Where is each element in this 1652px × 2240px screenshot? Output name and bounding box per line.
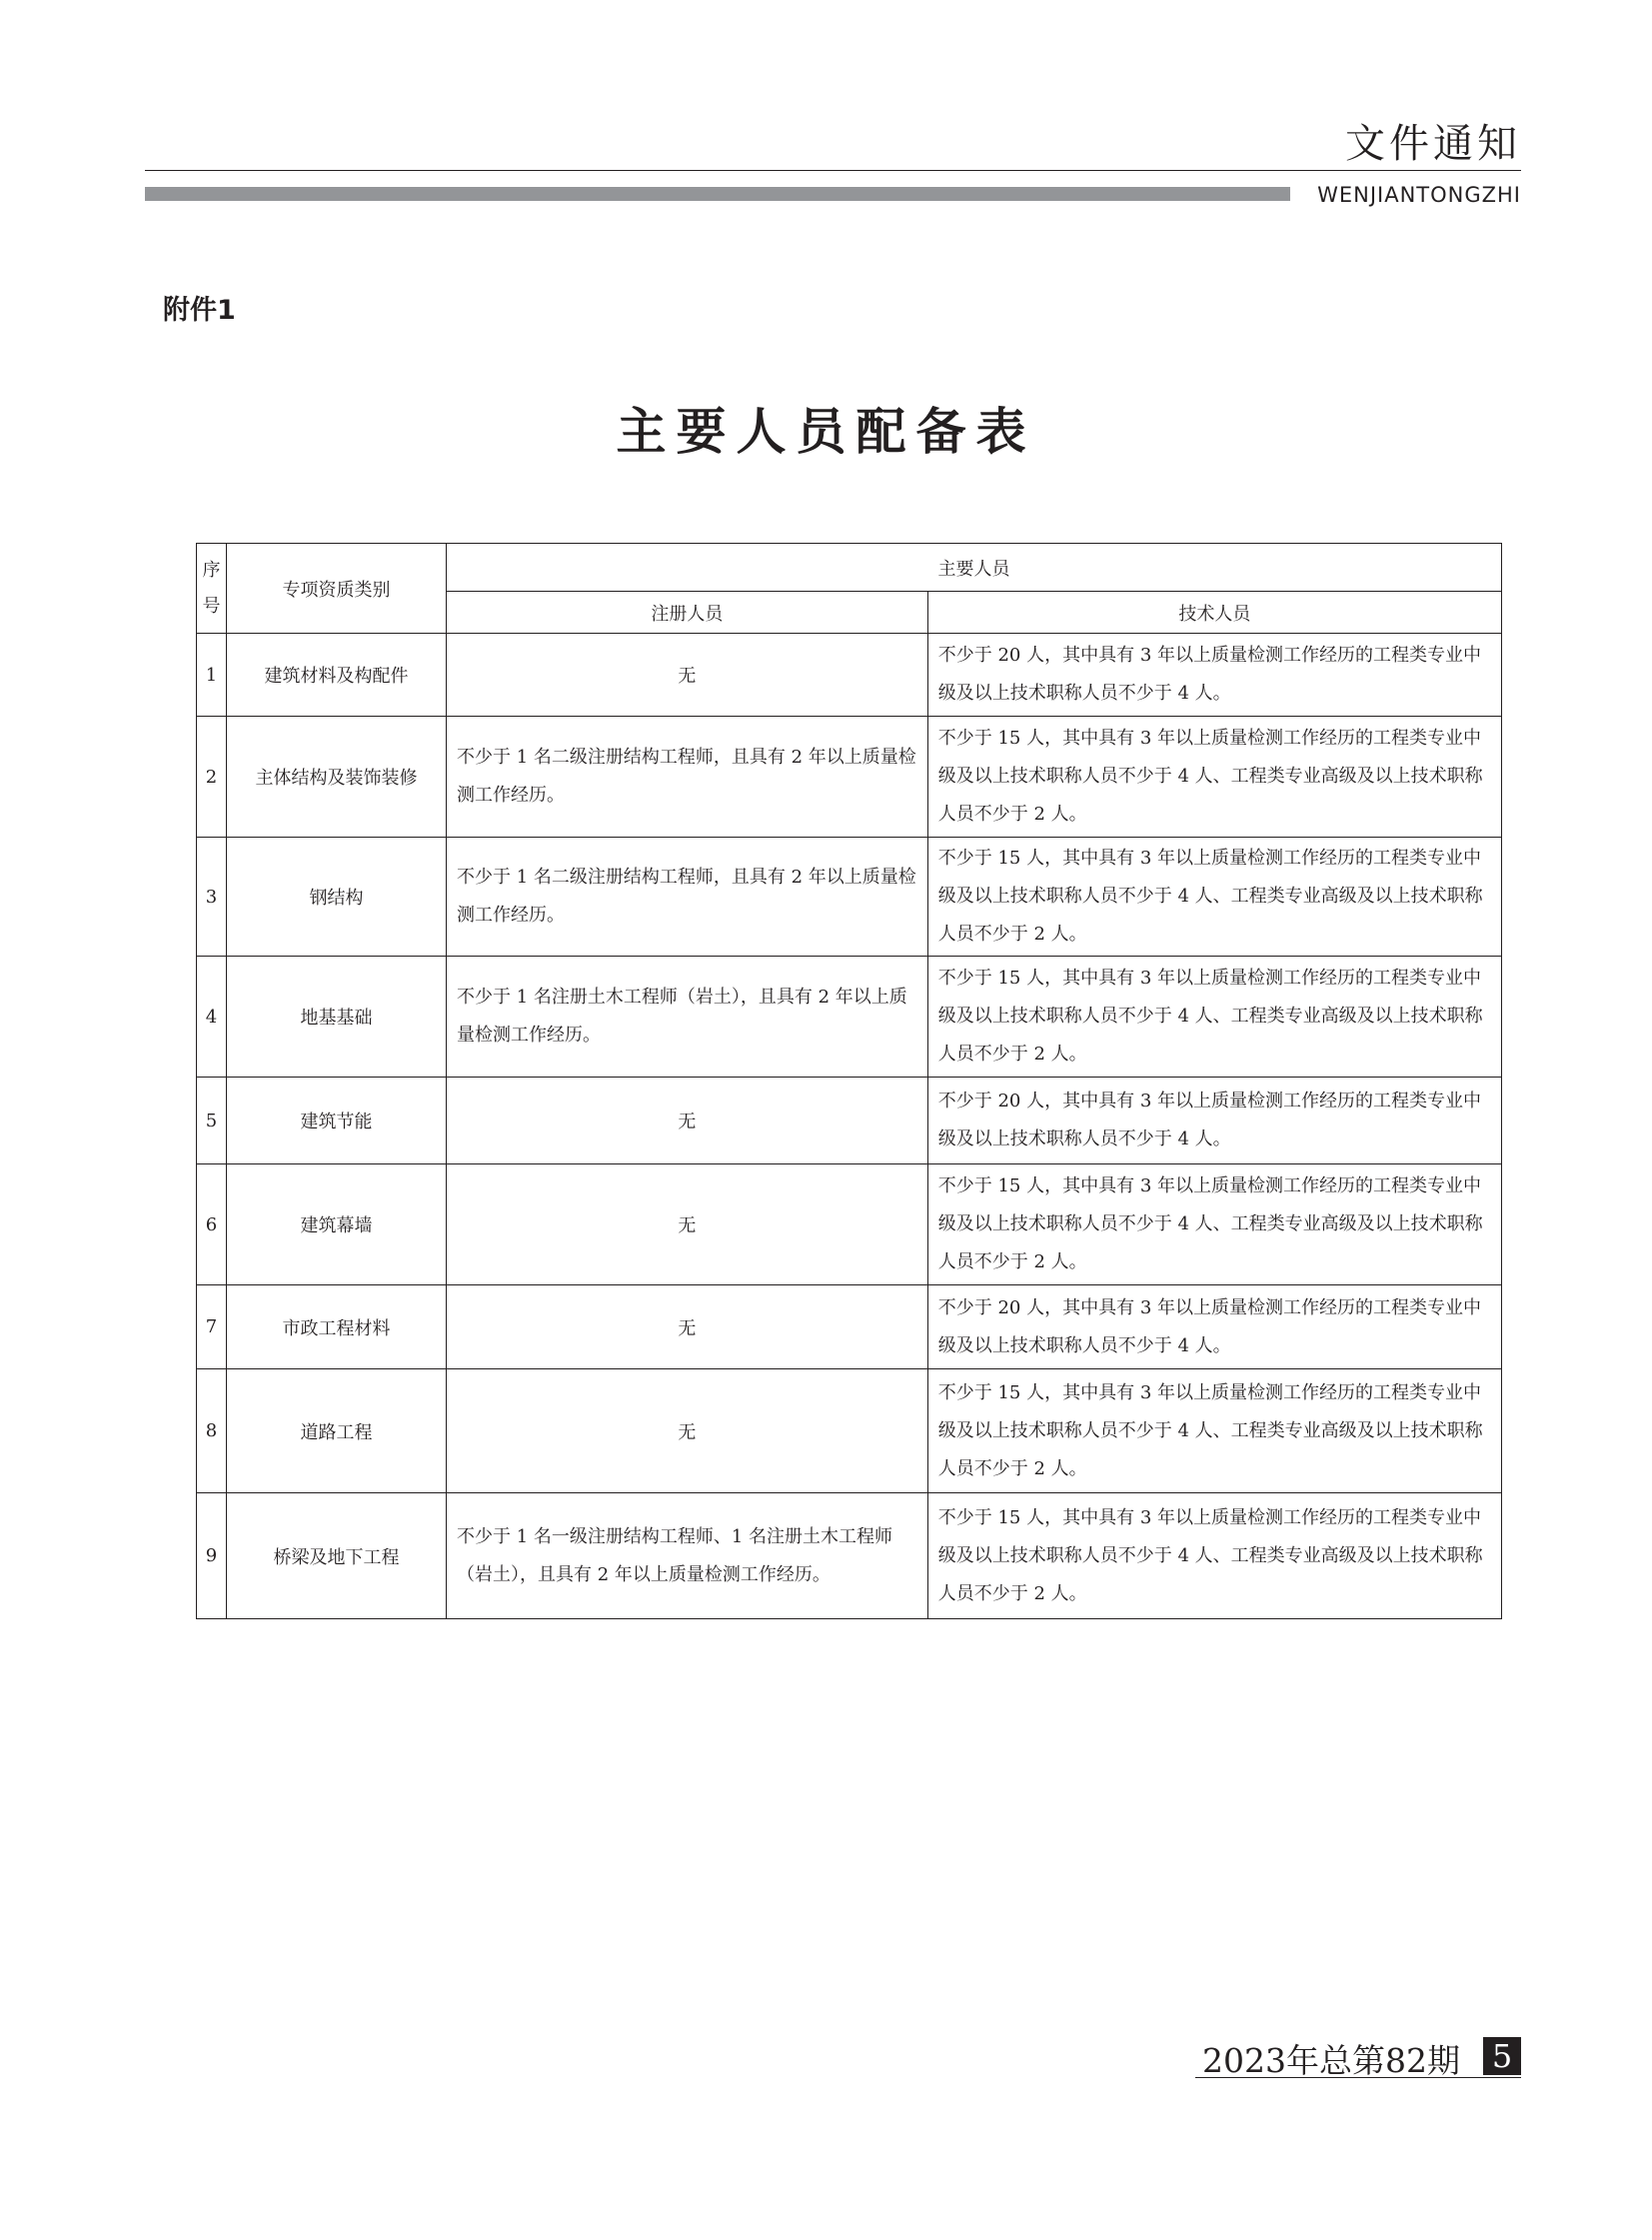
row-number: 9	[197, 1493, 227, 1619]
document-title: 主要人员配备表	[616, 402, 1036, 461]
table-row	[197, 1164, 1502, 1285]
section-title: 文件通知	[1345, 121, 1521, 167]
row-registered: 不少于 1 名一级注册结构工程师、1 名注册土木工程师（岩土），且具有 2 年以上质量检测工作经历。	[446, 1493, 927, 1619]
row-registered: 不少于 1 名二级注册结构工程师，且具有 2 年以上质量检测工作经历。	[446, 717, 927, 838]
row-number: 3	[197, 838, 227, 957]
row-category: 钢结构	[226, 838, 446, 957]
row-registered: 无	[446, 1285, 927, 1369]
header-rule	[145, 170, 1521, 171]
row-technical: 不少于 15 人，其中具有 3 年以上质量检测工作经历的工程类专业中级及以上技术职称人员不少于 4 人、工程类专业高级及以上技术职称人员不少于 2 人。	[927, 1369, 1501, 1493]
row-category: 建筑材料及构配件	[226, 634, 446, 717]
issue-label: 2023年总第82期	[1202, 2041, 1460, 2080]
row-technical: 不少于 15 人，其中具有 3 年以上质量检测工作经历的工程类专业中级及以上技术职称人员不少于 4 人、工程类专业高级及以上技术职称人员不少于 2 人。	[927, 717, 1501, 838]
row-category: 建筑幕墙	[226, 1164, 446, 1285]
row-number: 1	[197, 634, 227, 717]
row-category: 桥梁及地下工程	[226, 1493, 446, 1619]
row-category: 建筑节能	[226, 1078, 446, 1164]
row-registered: 无	[446, 1078, 927, 1164]
table-row	[197, 717, 1502, 838]
row-technical: 不少于 20 人，其中具有 3 年以上质量检测工作经历的工程类专业中级及以上技术职称人员不少于 4 人。	[927, 1078, 1501, 1164]
footer-rule	[1195, 2077, 1521, 2078]
row-technical: 不少于 15 人，其中具有 3 年以上质量检测工作经历的工程类专业中级及以上技术职称人员不少于 4 人、工程类专业高级及以上技术职称人员不少于 2 人。	[927, 1164, 1501, 1285]
header-technical: 技术人员	[927, 592, 1501, 634]
page-number: 5	[1483, 2037, 1521, 2075]
row-number: 2	[197, 717, 227, 838]
attachment-label: 附件1	[163, 295, 236, 326]
header-number-bottom: 号	[202, 595, 221, 617]
row-technical: 不少于 15 人，其中具有 3 年以上质量检测工作经历的工程类专业中级及以上技术职称人员不少于 4 人、工程类专业高级及以上技术职称人员不少于 2 人。	[927, 838, 1501, 957]
row-number: 5	[197, 1078, 227, 1164]
row-technical: 不少于 15 人，其中具有 3 年以上质量检测工作经历的工程类专业中级及以上技术职称人员不少于 4 人、工程类专业高级及以上技术职称人员不少于 2 人。	[927, 1493, 1501, 1619]
header-bar	[145, 187, 1290, 201]
row-registered: 无	[446, 634, 927, 717]
row-technical: 不少于 20 人，其中具有 3 年以上质量检测工作经历的工程类专业中级及以上技术职称人员不少于 4 人。	[927, 1285, 1501, 1369]
row-registered: 无	[446, 1369, 927, 1493]
row-category: 地基基础	[226, 957, 446, 1078]
row-category: 道路工程	[226, 1369, 446, 1493]
row-category: 主体结构及装饰装修	[226, 717, 446, 838]
row-technical: 不少于 20 人，其中具有 3 年以上质量检测工作经历的工程类专业中级及以上技术职称人员不少于 4 人。	[927, 634, 1501, 717]
row-registered: 不少于 1 名注册土木工程师（岩土），且具有 2 年以上质量检测工作经历。	[446, 957, 927, 1078]
row-category: 市政工程材料	[226, 1285, 446, 1369]
table-row	[197, 1369, 1502, 1493]
row-number: 7	[197, 1285, 227, 1369]
row-number: 8	[197, 1369, 227, 1493]
header-number	[197, 544, 227, 634]
table-body	[197, 634, 1502, 1619]
row-number: 6	[197, 1164, 227, 1285]
table-row	[197, 1285, 1502, 1369]
header-registered: 注册人员	[446, 592, 927, 634]
row-number: 4	[197, 957, 227, 1078]
row-registered: 不少于 1 名二级注册结构工程师，且具有 2 年以上质量检测工作经历。	[446, 838, 927, 957]
section-subtitle: WENJIANTONGZHI	[1317, 183, 1521, 207]
row-registered: 无	[446, 1164, 927, 1285]
table-row	[197, 634, 1502, 717]
table-row	[197, 957, 1502, 1078]
row-technical: 不少于 15 人，其中具有 3 年以上质量检测工作经历的工程类专业中级及以上技术职称人员不少于 4 人、工程类专业高级及以上技术职称人员不少于 2 人。	[927, 957, 1501, 1078]
header-category: 专项资质类别	[226, 544, 446, 634]
staffing-table	[196, 543, 1502, 1619]
header-number-top: 序	[202, 559, 221, 581]
header-main-staff: 主要人员	[446, 544, 1501, 592]
table-row	[197, 1493, 1502, 1619]
table-row	[197, 1078, 1502, 1164]
table-row	[197, 838, 1502, 957]
